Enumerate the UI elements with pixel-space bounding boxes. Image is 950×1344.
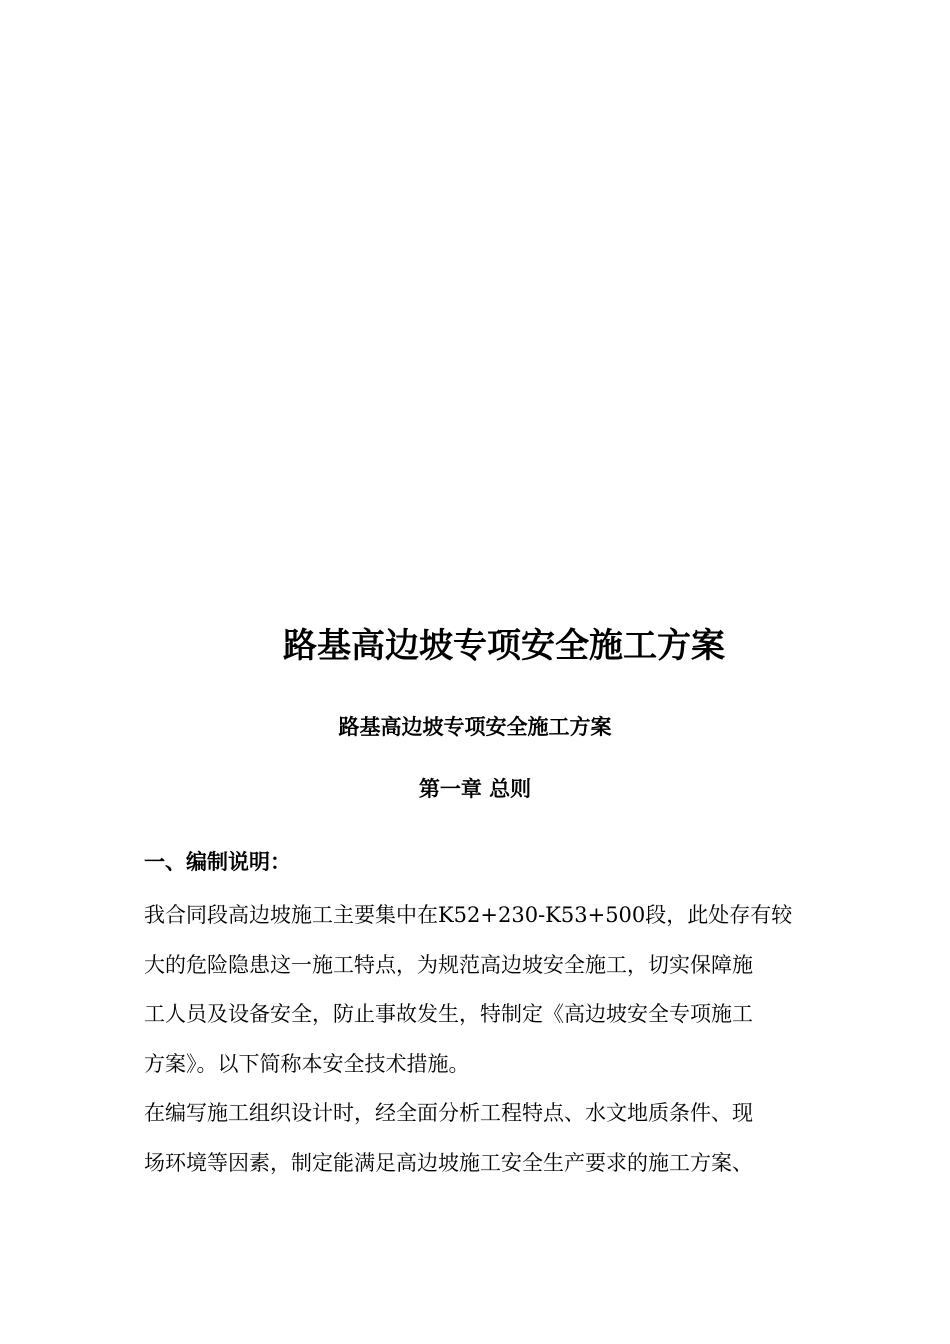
paragraph-line: 我合同段高边坡施工主要集中在K52+230-K53+500段，此处存有较: [144, 903, 793, 927]
section-heading: 一、编制说明：: [144, 849, 291, 874]
paragraph-line: 方案》。以下简称本安全技术措施。: [144, 1051, 470, 1076]
paragraph-line: 工人员及设备安全，防止事故发生，特制定《高边坡安全专项施工: [144, 1002, 753, 1026]
paragraph-line: 在编写施工组织设计时，经全面分析工程特点、水文地质条件、现: [144, 1101, 753, 1125]
document-subtitle: 路基高边坡专项安全施工方案: [338, 714, 612, 739]
paragraph: [144, 1089, 810, 1188]
chapter-title: 第一章 总则: [418, 776, 532, 801]
paragraph-line: 大的危险隐患这一施工特点，为规范高边坡安全施工，切实保障施: [144, 952, 753, 977]
document-title: 路基高边坡专项安全施工方案: [283, 626, 725, 666]
paragraph: [144, 891, 810, 1089]
paragraph-line: 场环境等因素，制定能满足高边坡施工安全生产要求的施工方案、: [144, 1150, 753, 1175]
